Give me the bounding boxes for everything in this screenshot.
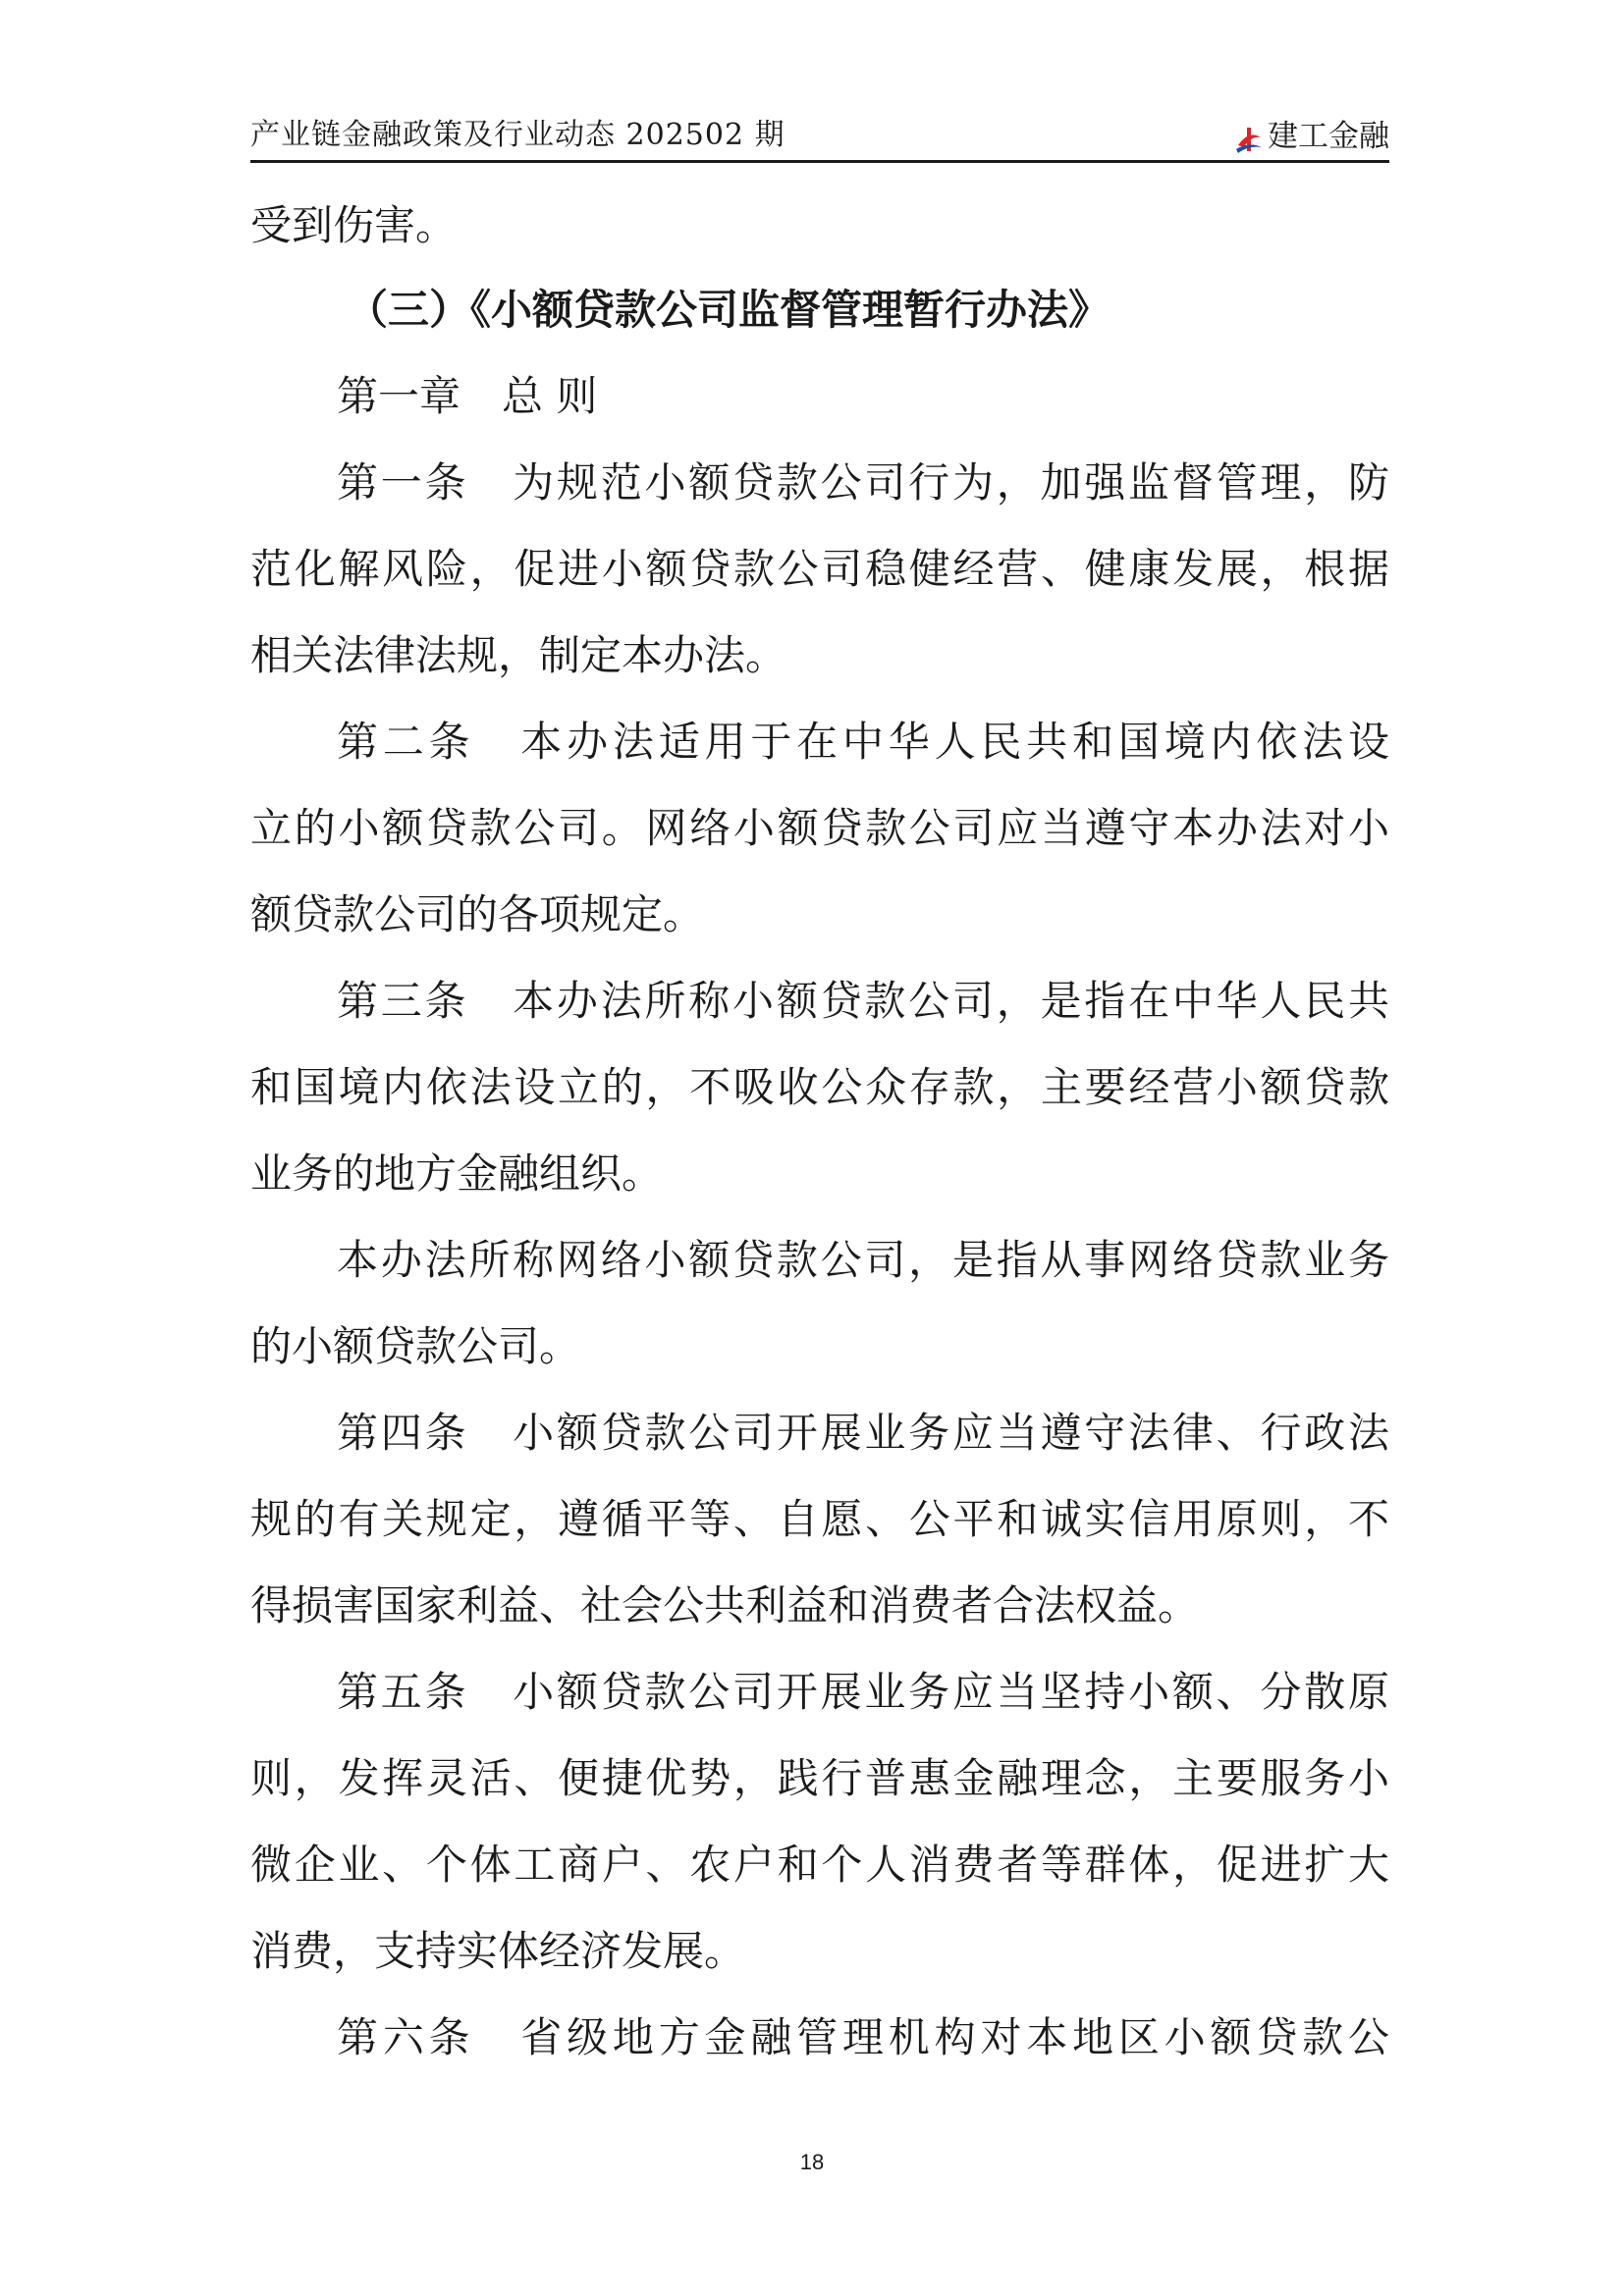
paragraph-line: 得损害国家利益、社会公共利益和消费者合法权益。 (250, 1581, 1200, 1629)
paragraph-line: 规的有关规定，遵循平等、自愿、公平和诚实信用原则，不 (250, 1495, 1389, 1543)
section-heading: （三）《小额贷款公司监督管理暂行办法》 (347, 286, 1110, 334)
paragraph-line: 范化解风险，促进小额贷款公司稳健经营、健康发展，根据 (250, 545, 1389, 593)
header-title: 产业链金融政策及行业动态 202502 期 (250, 118, 785, 152)
chapter-heading: 第一章 总 则 (337, 372, 598, 420)
paragraph-line: 则，发挥灵活、便捷优势，践行普惠金融理念，主要服务小 (250, 1754, 1389, 1802)
header-brand (1234, 111, 1389, 155)
paragraph-line: 第三条 本办法所称小额贷款公司，是指在中华人民共 (337, 977, 1389, 1025)
paragraph-line: 和国境内依法设立的，不吸收公众存款，主要经营小额贷款 (250, 1063, 1389, 1111)
paragraph-line: 第四条 小额贷款公司开展业务应当遵守法律、行政法 (337, 1409, 1389, 1457)
brand-name: 建工金融 (1268, 119, 1389, 154)
paragraph-line: 微企业、个体工商户、农户和个人消费者等群体，促进扩大 (250, 1841, 1389, 1889)
page-header (250, 116, 1389, 157)
paragraph-line: 业务的地方金融组织。 (250, 1149, 664, 1198)
paragraph-line: 额贷款公司的各项规定。 (250, 890, 705, 938)
paragraph-line: 相关法律法规，制定本办法。 (250, 631, 787, 679)
paragraph-line: 的小额贷款公司。 (250, 1322, 581, 1370)
brand-logo-icon (1234, 124, 1264, 155)
paragraph-line: 立的小额贷款公司。网络小额贷款公司应当遵守本办法对小 (250, 804, 1389, 852)
paragraph-line: 本办法所称网络小额贷款公司，是指从事网络贷款业务 (337, 1236, 1389, 1284)
header-divider (250, 160, 1389, 163)
paragraph-line: 受到伤害。 (250, 201, 458, 249)
paragraph-line: 第二条 本办法适用于在中华人民共和国境内依法设 (337, 718, 1389, 766)
paragraph-line: 第一条 为规范小额贷款公司行为，加强监督管理，防 (337, 458, 1389, 507)
page-number: 18 (799, 2150, 825, 2174)
paragraph-line: 第六条 省级地方金融管理机构对本地区小额贷款公 (337, 2013, 1389, 2061)
paragraph-line: 第五条 小额贷款公司开展业务应当坚持小额、分散原 (337, 1668, 1389, 1716)
paragraph-line: 消费，支持实体经济发展。 (250, 1927, 746, 1975)
